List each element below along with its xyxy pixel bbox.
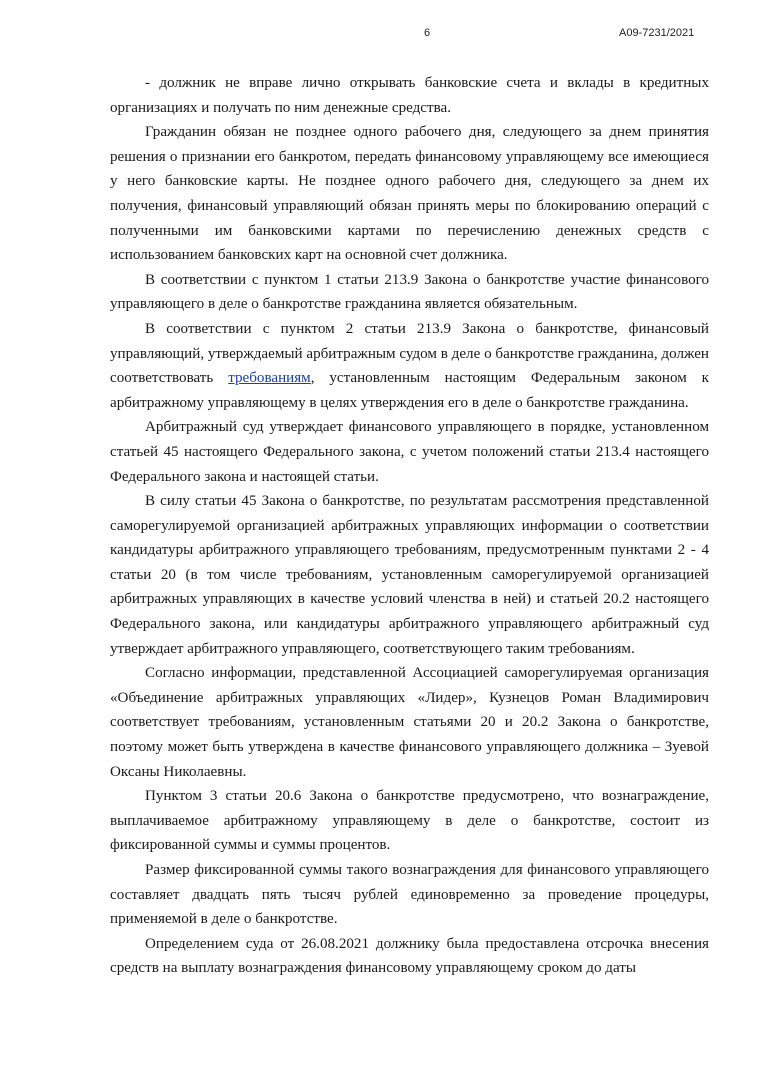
case-number: А09-7231/2021 (619, 27, 695, 39)
paragraph-5: Арбитражный суд утверждает финансового управляющего в порядке, установленном статьей 45 настоящего Федерального закона, с учетом положений статьи 213.4 настоящего Федерального закона и настоящей статьи. (110, 419, 709, 485)
requirements-link[interactable]: требованиям (228, 370, 311, 387)
page-number: 6 (424, 27, 431, 39)
document-body (110, 71, 709, 981)
paragraph-8: Пунктом 3 статьи 20.6 Закона о банкротстве предусмотрено, что вознаграждение, выплачиваемое арбитражному управляющему в деле о банкротстве, состоит из фиксированной суммы и суммы процентов. (110, 788, 709, 854)
paragraph-6: В силу статьи 45 Закона о банкротстве, по результатам рассмотрения представленной саморегулируемой организацией арбитражных управляющих информации о соответствии кандидатуры арбитражного управляющего требованиям, предусмотренным пунктами 2 - 4 статьи 20 (в том числе требованиям, установленным саморегулируемой организацией арбитражных управляющих в качестве условий членства в ней) и статьей 20.2 настоящего Федерального закона, или кандидатуры арбитражного управляющего арбитражный суд утверждает арбитражного управляющего, соответствующего таким требованиям. (110, 493, 709, 657)
paragraph-7: Согласно информации, представленной Ассоциацией саморегулируемая организация «Объединение арбитражных управляющих «Лидер», Кузнецов Роман Владимирович соответствует требованиям, установленным статьями 20 и 20.2 Закона о банкротстве, поэтому может быть утверждена в качестве финансового управляющего должника – Зуевой Оксаны Николаевны. (110, 665, 709, 780)
paragraph-4-text-after: , установленным настоящим Федеральным законом к арбитражному управляющему в целях утверждения его в деле о банкротстве гражданина. (110, 370, 709, 411)
paragraph-1: - должник не вправе лично открывать банковские счета и вклады в кредитных организациях и получать по ним денежные средства. (110, 75, 709, 116)
paragraph-3: В соответствии с пунктом 1 статьи 213.9 Закона о банкротстве участие финансового управляющего в деле о банкротстве гражданина является обязательным. (110, 271, 709, 313)
paragraph-2: Гражданин обязан не позднее одного рабочего дня, следующего за днем принятия решения о признании его банкротом, передать финансовому управляющему все имеющиеся у него банковские карты. Не позднее одного рабочего дня, следующего за днем их получения, финансовый управляющий обязан принять меры по блокированию операций с полученными им банковскими картами по перечислению денежных средств с использованием банковских карт на основной счет должника. (110, 124, 709, 264)
paragraph-4-text-before: В соответствии с пунктом 2 статьи 213.9 Закона о банкротстве, финансовый управляющий, утверждаемый арбитражным судом в деле о банкротстве гражданина, должен соответствовать (110, 320, 709, 387)
paragraph-9: Размер фиксированной суммы такого вознаграждения для финансового управляющего составляет двадцать пять тысяч рублей единовременно за проведение процедуры, применяемой в деле о банкротстве. (110, 862, 709, 928)
paragraph-4 (110, 317, 709, 415)
paragraph-10: Определением суда от 26.08.2021 должнику была предоставлена отсрочка внесения средств на выплату вознаграждения финансовому управляющему сроком до даты (110, 935, 709, 977)
